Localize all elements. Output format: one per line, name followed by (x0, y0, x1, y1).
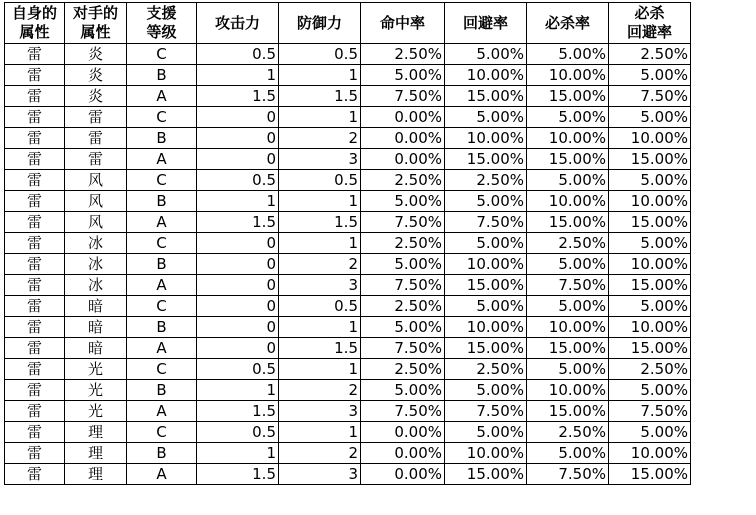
cell-support-level: C (127, 170, 197, 191)
cell-crit-rate: 5.00% (527, 44, 609, 65)
cell-crit-avoid-rate: 10.00% (609, 443, 691, 464)
cell-own-attribute: 雷 (5, 401, 65, 422)
cell-support-level: A (127, 86, 197, 107)
cell-crit-rate: 5.00% (527, 107, 609, 128)
cell-own-attribute: 雷 (5, 296, 65, 317)
cell-crit-rate: 7.50% (527, 464, 609, 485)
cell-avoid-rate: 5.00% (445, 296, 527, 317)
cell-crit-rate: 15.00% (527, 86, 609, 107)
cell-support-level: A (127, 338, 197, 359)
cell-support-level: B (127, 128, 197, 149)
cell-crit-rate: 7.50% (527, 275, 609, 296)
cell-hit-rate: 2.50% (361, 233, 445, 254)
cell-support-level: C (127, 44, 197, 65)
cell-own-attribute: 雷 (5, 212, 65, 233)
cell-hit-rate: 0.00% (361, 422, 445, 443)
cell-support-level: A (127, 401, 197, 422)
cell-crit-rate: 10.00% (527, 317, 609, 338)
cell-defense: 3 (279, 275, 361, 296)
cell-support-level: C (127, 359, 197, 380)
table-row (5, 44, 691, 65)
cell-own-attribute: 雷 (5, 359, 65, 380)
cell-own-attribute: 雷 (5, 170, 65, 191)
table-row (5, 422, 691, 443)
cell-attack: 0 (197, 317, 279, 338)
cell-attack: 1.5 (197, 464, 279, 485)
cell-hit-rate: 0.00% (361, 107, 445, 128)
cell-own-attribute: 雷 (5, 65, 65, 86)
cell-support-level: A (127, 149, 197, 170)
cell-opponent-attribute: 暗 (65, 296, 127, 317)
cell-support-level: A (127, 212, 197, 233)
cell-defense: 1.5 (279, 86, 361, 107)
cell-attack: 0.5 (197, 44, 279, 65)
cell-own-attribute: 雷 (5, 86, 65, 107)
cell-support-level: B (127, 254, 197, 275)
table-body (5, 44, 691, 485)
cell-defense: 1 (279, 233, 361, 254)
cell-crit-avoid-rate: 15.00% (609, 338, 691, 359)
cell-crit-avoid-rate: 15.00% (609, 149, 691, 170)
cell-avoid-rate: 10.00% (445, 254, 527, 275)
cell-crit-avoid-rate: 15.00% (609, 212, 691, 233)
cell-hit-rate: 5.00% (361, 317, 445, 338)
cell-attack: 1 (197, 443, 279, 464)
cell-own-attribute: 雷 (5, 464, 65, 485)
cell-defense: 0.5 (279, 170, 361, 191)
cell-crit-rate: 10.00% (527, 380, 609, 401)
cell-support-level: C (127, 296, 197, 317)
cell-crit-avoid-rate: 10.00% (609, 191, 691, 212)
header-crit-avoid-rate: 必杀 回避率 (609, 3, 691, 44)
header-crit-rate: 必杀率 (527, 3, 609, 44)
cell-opponent-attribute: 理 (65, 422, 127, 443)
cell-opponent-attribute: 光 (65, 380, 127, 401)
cell-attack: 0 (197, 254, 279, 275)
cell-opponent-attribute: 光 (65, 401, 127, 422)
cell-avoid-rate: 15.00% (445, 149, 527, 170)
cell-avoid-rate: 10.00% (445, 317, 527, 338)
cell-opponent-attribute: 雷 (65, 107, 127, 128)
cell-defense: 3 (279, 464, 361, 485)
cell-crit-avoid-rate: 7.50% (609, 86, 691, 107)
cell-attack: 0 (197, 233, 279, 254)
cell-own-attribute: 雷 (5, 191, 65, 212)
cell-avoid-rate: 5.00% (445, 44, 527, 65)
cell-hit-rate: 7.50% (361, 401, 445, 422)
table-row (5, 128, 691, 149)
cell-attack: 0 (197, 107, 279, 128)
cell-hit-rate: 2.50% (361, 359, 445, 380)
table-row (5, 317, 691, 338)
cell-defense: 1 (279, 317, 361, 338)
cell-own-attribute: 雷 (5, 128, 65, 149)
cell-defense: 2 (279, 443, 361, 464)
cell-attack: 0.5 (197, 170, 279, 191)
table-row (5, 212, 691, 233)
table-row (5, 464, 691, 485)
cell-defense: 1.5 (279, 212, 361, 233)
cell-crit-rate: 5.00% (527, 254, 609, 275)
cell-own-attribute: 雷 (5, 254, 65, 275)
cell-defense: 1 (279, 65, 361, 86)
cell-crit-avoid-rate: 5.00% (609, 170, 691, 191)
cell-attack: 0 (197, 296, 279, 317)
cell-crit-rate: 5.00% (527, 170, 609, 191)
cell-hit-rate: 2.50% (361, 296, 445, 317)
cell-crit-rate: 5.00% (527, 296, 609, 317)
cell-opponent-attribute: 光 (65, 359, 127, 380)
cell-crit-rate: 15.00% (527, 212, 609, 233)
table-row (5, 338, 691, 359)
header-avoid-rate: 回避率 (445, 3, 527, 44)
cell-avoid-rate: 7.50% (445, 401, 527, 422)
cell-defense: 3 (279, 149, 361, 170)
cell-hit-rate: 7.50% (361, 338, 445, 359)
cell-avoid-rate: 5.00% (445, 380, 527, 401)
cell-crit-avoid-rate: 5.00% (609, 233, 691, 254)
cell-opponent-attribute: 理 (65, 464, 127, 485)
table-row (5, 65, 691, 86)
cell-support-level: B (127, 317, 197, 338)
cell-crit-avoid-rate: 7.50% (609, 401, 691, 422)
cell-crit-avoid-rate: 15.00% (609, 464, 691, 485)
cell-support-level: B (127, 65, 197, 86)
cell-avoid-rate: 10.00% (445, 128, 527, 149)
cell-hit-rate: 2.50% (361, 170, 445, 191)
table-row (5, 380, 691, 401)
cell-crit-avoid-rate: 2.50% (609, 359, 691, 380)
cell-support-level: A (127, 464, 197, 485)
cell-opponent-attribute: 炎 (65, 86, 127, 107)
cell-attack: 0 (197, 338, 279, 359)
cell-own-attribute: 雷 (5, 149, 65, 170)
cell-own-attribute: 雷 (5, 44, 65, 65)
cell-attack: 1.5 (197, 401, 279, 422)
cell-defense: 2 (279, 254, 361, 275)
cell-opponent-attribute: 暗 (65, 338, 127, 359)
cell-hit-rate: 5.00% (361, 380, 445, 401)
table-row (5, 443, 691, 464)
header-support-level: 支援 等级 (127, 3, 197, 44)
table-row (5, 233, 691, 254)
cell-avoid-rate: 5.00% (445, 107, 527, 128)
header-defense: 防御力 (279, 3, 361, 44)
cell-attack: 1 (197, 191, 279, 212)
cell-crit-rate: 2.50% (527, 422, 609, 443)
cell-crit-avoid-rate: 5.00% (609, 422, 691, 443)
cell-hit-rate: 2.50% (361, 44, 445, 65)
table-row (5, 191, 691, 212)
cell-hit-rate: 0.00% (361, 443, 445, 464)
cell-support-level: C (127, 233, 197, 254)
header-row (5, 3, 691, 44)
cell-opponent-attribute: 风 (65, 170, 127, 191)
cell-attack: 1.5 (197, 212, 279, 233)
header-own-attribute: 自身的 属性 (5, 3, 65, 44)
cell-opponent-attribute: 风 (65, 212, 127, 233)
cell-opponent-attribute: 冰 (65, 233, 127, 254)
cell-hit-rate: 0.00% (361, 128, 445, 149)
support-bonus-table (4, 2, 691, 485)
cell-attack: 0 (197, 128, 279, 149)
cell-hit-rate: 5.00% (361, 191, 445, 212)
cell-attack: 0.5 (197, 359, 279, 380)
cell-own-attribute: 雷 (5, 380, 65, 401)
cell-support-level: C (127, 107, 197, 128)
cell-hit-rate: 7.50% (361, 86, 445, 107)
cell-crit-avoid-rate: 5.00% (609, 380, 691, 401)
cell-hit-rate: 5.00% (361, 65, 445, 86)
cell-attack: 1.5 (197, 86, 279, 107)
cell-opponent-attribute: 冰 (65, 254, 127, 275)
cell-opponent-attribute: 理 (65, 443, 127, 464)
cell-crit-avoid-rate: 15.00% (609, 275, 691, 296)
cell-hit-rate: 0.00% (361, 149, 445, 170)
header-attack: 攻击力 (197, 3, 279, 44)
cell-support-level: B (127, 443, 197, 464)
table-row (5, 170, 691, 191)
table-row (5, 254, 691, 275)
cell-crit-rate: 15.00% (527, 149, 609, 170)
header-opponent-attribute: 对手的 属性 (65, 3, 127, 44)
cell-opponent-attribute: 炎 (65, 65, 127, 86)
cell-crit-avoid-rate: 5.00% (609, 296, 691, 317)
cell-avoid-rate: 7.50% (445, 212, 527, 233)
cell-avoid-rate: 5.00% (445, 422, 527, 443)
cell-crit-rate: 5.00% (527, 359, 609, 380)
cell-own-attribute: 雷 (5, 233, 65, 254)
cell-crit-avoid-rate: 10.00% (609, 317, 691, 338)
cell-own-attribute: 雷 (5, 443, 65, 464)
cell-crit-rate: 15.00% (527, 338, 609, 359)
cell-avoid-rate: 10.00% (445, 443, 527, 464)
cell-attack: 1 (197, 65, 279, 86)
cell-defense: 1 (279, 191, 361, 212)
cell-hit-rate: 7.50% (361, 212, 445, 233)
cell-opponent-attribute: 雷 (65, 128, 127, 149)
table-row (5, 149, 691, 170)
cell-hit-rate: 0.00% (361, 464, 445, 485)
cell-crit-rate: 10.00% (527, 128, 609, 149)
cell-avoid-rate: 15.00% (445, 86, 527, 107)
header-hit-rate: 命中率 (361, 3, 445, 44)
cell-opponent-attribute: 雷 (65, 149, 127, 170)
cell-hit-rate: 5.00% (361, 254, 445, 275)
cell-support-level: C (127, 422, 197, 443)
cell-avoid-rate: 15.00% (445, 275, 527, 296)
cell-defense: 1 (279, 107, 361, 128)
cell-opponent-attribute: 炎 (65, 44, 127, 65)
cell-avoid-rate: 15.00% (445, 464, 527, 485)
cell-crit-rate: 2.50% (527, 233, 609, 254)
cell-defense: 1 (279, 359, 361, 380)
cell-avoid-rate: 2.50% (445, 170, 527, 191)
cell-support-level: A (127, 275, 197, 296)
table-row (5, 359, 691, 380)
cell-support-level: B (127, 191, 197, 212)
table-row (5, 401, 691, 422)
cell-defense: 1.5 (279, 338, 361, 359)
cell-defense: 0.5 (279, 296, 361, 317)
cell-crit-avoid-rate: 2.50% (609, 44, 691, 65)
table-row (5, 86, 691, 107)
cell-defense: 2 (279, 380, 361, 401)
table-row (5, 296, 691, 317)
table-row (5, 275, 691, 296)
cell-crit-rate: 10.00% (527, 65, 609, 86)
cell-opponent-attribute: 冰 (65, 275, 127, 296)
cell-crit-rate: 15.00% (527, 401, 609, 422)
cell-crit-avoid-rate: 5.00% (609, 107, 691, 128)
cell-opponent-attribute: 暗 (65, 317, 127, 338)
cell-crit-avoid-rate: 10.00% (609, 254, 691, 275)
cell-attack: 1 (197, 380, 279, 401)
cell-defense: 0.5 (279, 44, 361, 65)
cell-attack: 0 (197, 275, 279, 296)
cell-own-attribute: 雷 (5, 422, 65, 443)
cell-defense: 3 (279, 401, 361, 422)
cell-crit-avoid-rate: 10.00% (609, 128, 691, 149)
cell-attack: 0.5 (197, 422, 279, 443)
cell-defense: 1 (279, 422, 361, 443)
cell-crit-avoid-rate: 5.00% (609, 65, 691, 86)
cell-defense: 2 (279, 128, 361, 149)
cell-avoid-rate: 10.00% (445, 65, 527, 86)
cell-support-level: B (127, 380, 197, 401)
cell-own-attribute: 雷 (5, 317, 65, 338)
cell-hit-rate: 7.50% (361, 275, 445, 296)
cell-crit-rate: 5.00% (527, 443, 609, 464)
table-row (5, 107, 691, 128)
cell-opponent-attribute: 风 (65, 191, 127, 212)
cell-crit-rate: 10.00% (527, 191, 609, 212)
cell-avoid-rate: 5.00% (445, 191, 527, 212)
cell-avoid-rate: 15.00% (445, 338, 527, 359)
cell-avoid-rate: 5.00% (445, 233, 527, 254)
cell-own-attribute: 雷 (5, 338, 65, 359)
cell-own-attribute: 雷 (5, 275, 65, 296)
cell-own-attribute: 雷 (5, 107, 65, 128)
cell-attack: 0 (197, 149, 279, 170)
cell-avoid-rate: 2.50% (445, 359, 527, 380)
